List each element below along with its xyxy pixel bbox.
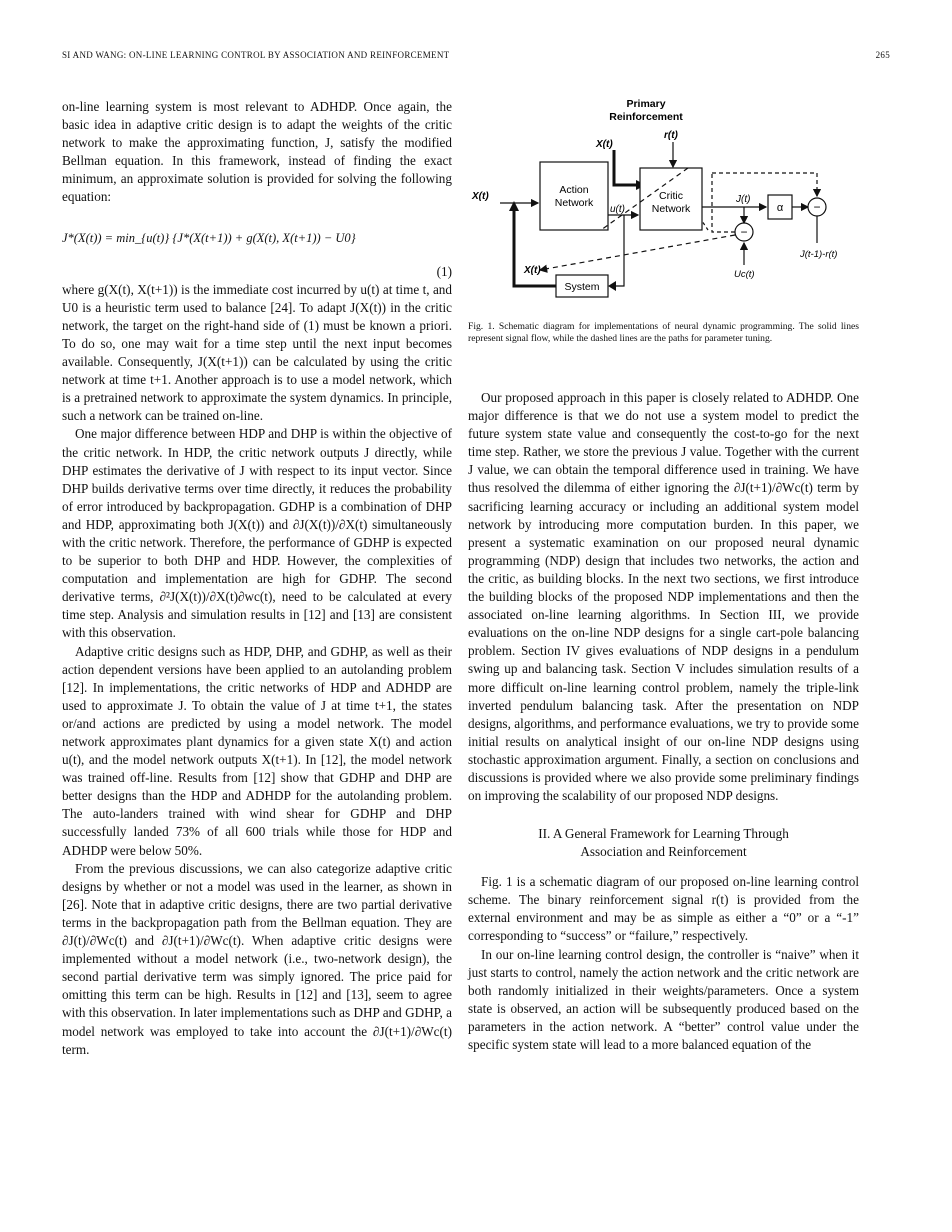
right-column (468, 389, 859, 1054)
equation-number: (1) (436, 263, 452, 279)
running-header (62, 50, 890, 60)
jr-label: J(t-1)-r(t) (800, 249, 838, 260)
equation-text: J*(X(t)) = min_{u(t)} {J*(X(t+1)) + g(X(t), X(t+1)) − U0} (62, 230, 356, 245)
action-network-label: Network (554, 197, 594, 209)
paragraph: In our on-line learning control design, the controller is “naive” when it just starts to control, namely the action network and the critic network are both randomly initialized in their weights/parameters. Once a system state is observed, an action will be subsequently produced based on the parameters in the action network. A “better” control value under the specific system state will lead to a more balanced equation of the (468, 946, 859, 1052)
x-bottom-label: X(t) (524, 265, 541, 276)
reinforcement-label: Reinforcement (609, 111, 683, 123)
primary-label: Primary (626, 98, 666, 110)
r-label: r(t) (664, 130, 678, 141)
system-label: System (564, 281, 600, 293)
running-title: SI AND WANG: ON-LINE LEARNING CONTROL BY ASSOCIATION AND REINFORCEMENT (62, 50, 450, 60)
section-title-line2: Association and Reinforcement (580, 844, 747, 860)
x-top-line (614, 150, 636, 185)
paragraph: on-line learning system is most relevant to ADHDP. Once again, the basic idea in adaptive critic design is to adapt the weights of the critic network to make the approximating function, J, satisfy the modified Bellman equation. In this framework, instead of finding the exact minimum, an approximate solution is provided for solving the following equation: (62, 99, 452, 205)
x-top-label: X(t) (596, 139, 613, 150)
action-network-box (540, 162, 608, 230)
figure-caption: Fig. 1. Schematic diagram for implementations of neural dynamic programming. The solid lines represent signal flow, while the dashed lines are the paths for parameter tuning. (468, 321, 859, 344)
u-label: u(t) (610, 204, 625, 215)
equation-1 (62, 229, 452, 255)
paragraph: Our proposed approach in this paper is closely related to ADHDP. One major difference is that we do not use a system model to predict the future system state value and consequently the cost-to-go for the next time step. Rather, we store the previous J value. Together with the current J value, we can obtain the temporal difference used in training. We have thus resolved the dilemma of either ignoring the ∂J(t+1)/∂Wc(t) term by sacrificing learning accuracy or including an additional system model network by introducing more computation burden. In this paper, we present a systematic examination on our proposed neural dynamic programming (NDP) design that includes two networks, the action and the critic, as building blocks. In the next two sections, we first introduce the building blocks of the proposed NDP implementations and then the associated on-line learning algorithms. In Section III, we provide evaluations on the on-line NDP designs for a single cart-pole balancing problem. Section IV gives evaluations of NDP designs in a pendulum swing up and balancing task. Section V includes simulation results of a more difficult on-line learning control problem, namely the triple-link inverted pendulum balancing task. After the presentation on NDP designs, algorithms, and performance evaluations, we try to provide some initial results on analytical insight of our on-line NDP designs using stochastic approximation argument. Finally, a section on conclusions and discussions is provided where we also provide some preliminary findings on improving the scalability of our proposed NDP designs. (468, 390, 859, 804)
section-title-line1: II. A General Framework for Learning Through (538, 826, 789, 842)
svg-text:−: − (813, 200, 821, 214)
alpha-label: α (776, 202, 784, 214)
critic-label: Critic (659, 190, 683, 202)
figure-1-diagram (468, 95, 859, 310)
page-number: 265 (875, 50, 890, 60)
uc-label: Uc(t) (734, 269, 755, 280)
x-left-label: X(t) (472, 191, 489, 202)
critic-network-label: Network (651, 203, 691, 215)
paragraph: One major difference between HDP and DHP is within the objective of the critic network. In HDP, the critic network outputs J directly, while DHP estimates the derivative of J with respect to its input vector. Since DHP builds derivative terms over time directly, it reduces the probability of error introduced by backpropagation. GDHP is a combination of DHP and HDP, approximating both J(X(t)) and ∂J(X(t))/∂X(t) simultaneously with the critic network. Therefore, the performance of GDHP is expected to be superior to both DHP and HDP. However, the complexities of computation and implementation are high for GDHP. The second derivative terms, ∂²J(X(t))/∂X(t)∂wc(t), need to be calculated at every time step. Analysis and simulation results in [12] and [13] are consistent with this observation. (62, 426, 452, 641)
critic-tuning-path (712, 173, 735, 232)
u-to-system-line (610, 215, 624, 286)
svg-text:−: − (740, 225, 748, 239)
paragraph: where g(X(t), X(t+1)) is the immediate cost incurred by u(t) at time t, and U0 is a heuristic term used to balance [24]. To adapt J(X(t)) in the critic network, the target on the right-hand side of (1) must be known a priori. To do so, one may wait for a time step until the next input becomes available. Consequently, J(X(t+1)) can be calculated by using the critic network at time t+1. Another approach is to use a model network, which is a pretrained network to approximate the system dynamics. In principle, such a network can be trained on-line. (62, 281, 452, 424)
action-label: Action (559, 184, 589, 196)
left-column (62, 98, 452, 1059)
action-tuning-path (540, 235, 735, 270)
paragraph: From the previous discussions, we can also categorize adaptive critic designs by whether or not a model was used in the learner, as shown in [26]. Note that in adaptive critic designs, there are two partial derivative terms in the backpropagation path from the Bellman equation. They are ∂J(t)/∂Wc(t) and ∂J(t+1)/∂Wc(t). When adaptive critic designs were implemented without a model network (i.e., two-network design), the second partial derivative term was simply ignored. The price paid for omitting this term can be high. Results in [12] and [13], seem to agree with this observation. In later implementations such as DHP and GDHP, a model network was employed to take into account the ∂J(t+1)/∂Wc(t) term. (62, 860, 452, 1057)
paragraph: Adaptive critic designs such as HDP, DHP, and GDHP, as well as their action dependent versions have been applied to an autolanding problem [12]. In implementations, the critic networks of HDP and ADHDP are used to approximate J. To obtain the value of J at time t+1, the states or/and actions are predicted by using a model network. The model network approximates plant dynamics for a given state X(t) and action u(t), and the model network outputs X(t+1). In [12], the model network was trained off-line. Results from [12] show that GDHP and DHP are better designs than the HDP and ADHDP for the autolanding problem. The auto-landers trained with wind shear for GDHP and DHP successfully landed 73% of all 600 trials while those for HDP and ADHDP were below 50%. (62, 643, 452, 858)
j-label: J(t) (736, 194, 751, 205)
section-heading (468, 825, 859, 861)
paragraph: Fig. 1 is a schematic diagram of our proposed on-line learning control scheme. The binary reinforcement signal r(t) is provided from the external environment and may be as simple as either a “0” or a “-1” corresponding to “success” or “failure,” respectively. (468, 874, 859, 944)
